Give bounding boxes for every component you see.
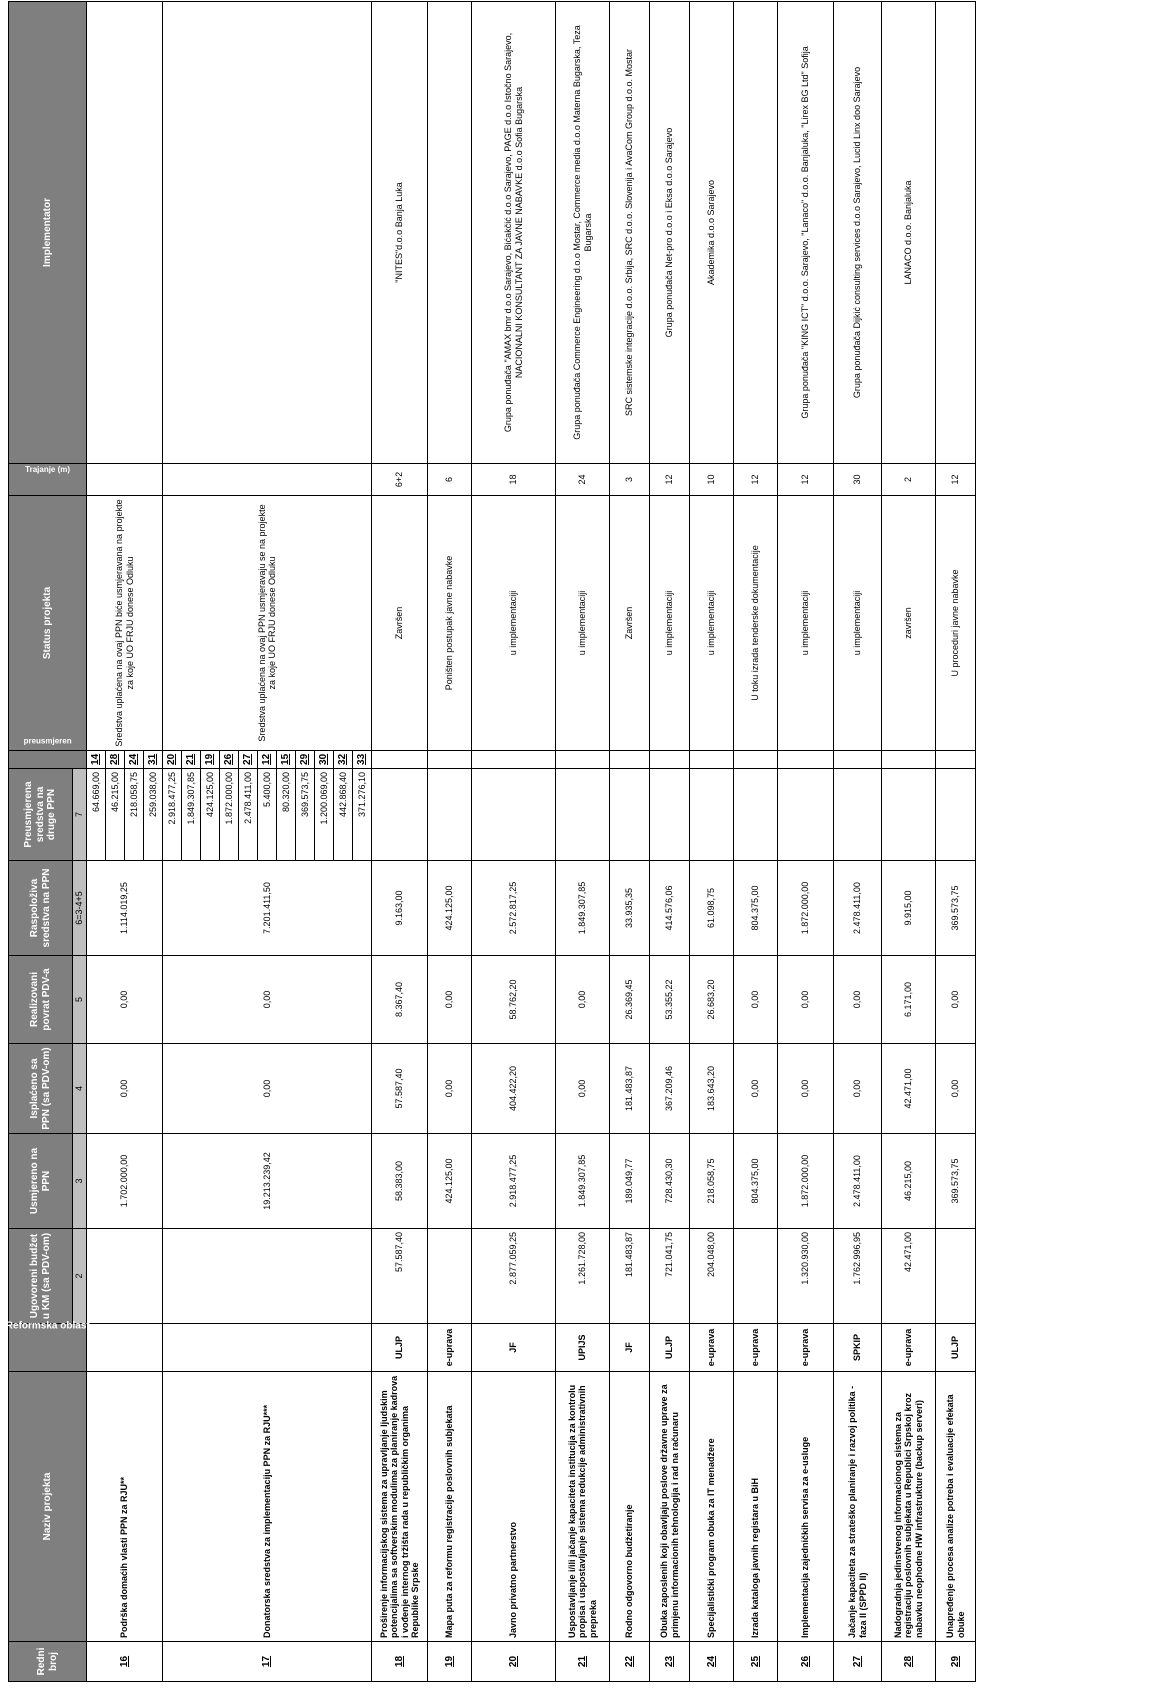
contracted-budget [734,1229,778,1324]
implementer: Grupa ponuđača Dijkić consulting services d.o.o Sarajevo, Lucid Linx doo Sarajevo [834,1,882,463]
reform-area: e-uprava [882,1324,936,1372]
transfer-amount: 259.038,00 [144,768,163,860]
transfer-target [834,750,882,768]
row-number: 16 [87,1642,163,1682]
row-number: 19 [428,1642,472,1682]
paid-amount: 0,00 [428,1044,472,1134]
project-status: Završen [610,495,650,750]
transfer-amount: 5.400,00 [258,768,277,860]
header-budzet: Ugovoreni budžet u KM (sa PDV-om) [9,1229,73,1324]
project-status: u implementaciji [650,495,690,750]
vat-refund: 0,00 [428,956,472,1044]
contracted-budget: 1.762.996,95 [834,1229,882,1324]
directed-amount: 1.849.307,85 [556,1134,610,1229]
contracted-budget: 57.587,40 [372,1229,428,1324]
reform-area: e-uprava [734,1324,778,1372]
directed-amount: 189.049,77 [610,1134,650,1229]
project-name: Mapa puta za reformu registracije poslovnih subjekata [428,1372,472,1642]
project-name: Obuka zaposlenih koji obavljaju poslove državne uprave za primjenu informacionih tehnologija i rad na računaru [650,1372,690,1642]
transfer-target: 21 [182,750,201,768]
available-funds: 1.872.000,00 [778,861,834,956]
reform-area: e-uprava [690,1324,734,1372]
transfer-target [882,750,936,768]
table-row [428,1,472,1681]
row-number: 22 [610,1642,650,1682]
transfer-target: 30 [315,750,334,768]
table-row [882,1,936,1681]
directed-amount: 19.213.239,42 [163,1134,372,1229]
implementer [163,1,372,463]
table-row [163,1,182,1681]
transfer-target [734,750,778,768]
project-table [5,1,976,1682]
col-number-5: 5 [73,956,87,1044]
transfer-amount [734,768,778,860]
implementer: Grupa ponuđača "AMAX bmr d.o.o Sarajevo, Bićakčić d.o.o Sarajevo, PAGE d.o.o Istočno Sarajevo, NACIONALNI KONSULTANT ZA JAVNE NABAVKE d.o.o Sofia Bugarska [472,1,556,463]
reform-area: UPIJS [556,1324,610,1372]
table-row [834,1,882,1681]
paid-amount: 367.209,46 [650,1044,690,1134]
available-funds: 9.915,00 [882,861,936,956]
duration: 10 [690,463,734,495]
duration [87,463,163,495]
table-body [87,1,976,1681]
paid-amount: 183.643,20 [690,1044,734,1134]
table-row [87,1,106,1681]
transfer-amount: 80.320,00 [277,768,296,860]
project-name: Jačanje kapaciteta za strateško planiranje i razvoj politika - faza II (SPPD II) [834,1372,882,1642]
header-preusmjerena: Preusmjerena sredstva na druge PPN [9,768,73,860]
available-funds: 61.098,75 [690,861,734,956]
project-status: u implementaciji [556,495,610,750]
vat-refund: 0,00 [734,956,778,1044]
contracted-budget [87,1229,163,1324]
reform-area: SPKIP [834,1324,882,1372]
implementer: Grupa ponuđača Commerce Engineering d.o.o Mostar, Commerce media d.o.o Materna Bugarska, Teza Bugarska [556,1,610,463]
implementer [734,1,778,463]
directed-amount: 804.375,00 [734,1134,778,1229]
directed-amount: 218.058,75 [690,1134,734,1229]
transfer-target: 31 [144,750,163,768]
project-name: Nadogradnja jedinstvenog informacionog sistema za registraciju poslovnih subjekata u Republici Srpskoj kroz nabavku neophodne HW infrastrukture (backup serveri) [882,1372,936,1642]
col-number-7: 7 [73,768,87,860]
row-number: 27 [834,1642,882,1682]
project-name: Javno privatno partnerstvo [472,1372,556,1642]
transfer-target [472,750,556,768]
row-number: 26 [778,1642,834,1682]
transfer-amount: 2.918.477,25 [163,768,182,860]
vat-refund: 8.367,40 [372,956,428,1044]
project-status: Sredstva uplaćena na ovaj PPN usmjeravaju se na projekte za koje UO FRJU donese Odluku [163,495,372,750]
table-row [778,1,834,1681]
project-name: Specijalistički program obuka za IT menadžere [690,1372,734,1642]
transfer-amount [372,768,428,860]
vat-refund: 0,00 [163,956,372,1044]
row-number: 25 [734,1642,778,1682]
header-raspolozivo: Raspoloživa sredstva na PPN [9,861,73,956]
transfer-target [650,750,690,768]
implementer: SRC sistemske integracije d.o.o. Srbija, SRC d.o.o. Slovenija i AvaCom Group d.o.o. Mostar [610,1,650,463]
header-trajanje: Trajanje (m) [9,463,87,495]
project-status: u implementaciji [690,495,734,750]
reform-area: JF [472,1324,556,1372]
vat-refund: 0,00 [834,956,882,1044]
project-status: U proceduri javne nabavke [936,495,976,750]
directed-amount: 2.478.411,00 [834,1134,882,1229]
transfer-amount [936,768,976,860]
paid-amount: 42.471,00 [882,1044,936,1134]
table-row [936,1,976,1681]
implementer: LANACO d.o.o. Banjaluka [882,1,936,463]
duration: 2 [882,463,936,495]
reform-area: e-uprava [428,1324,472,1372]
transfer-target: 12 [258,750,277,768]
available-funds: 9.163,00 [372,861,428,956]
contracted-budget [163,1229,372,1324]
transfer-amount [610,768,650,860]
col-number-3: 3 [73,1134,87,1229]
duration: 12 [778,463,834,495]
transfer-target [372,750,428,768]
directed-amount: 46.215,00 [882,1134,936,1229]
transfer-target: 26 [220,750,239,768]
vat-refund: 58.762,20 [472,956,556,1044]
vat-refund: 26.683,20 [690,956,734,1044]
transfer-amount: 442.868,40 [334,768,353,860]
header-implementator: Implementator [9,1,87,463]
available-funds: 414.576,06 [650,861,690,956]
reform-area: ULJP [650,1324,690,1372]
header-preusmjeren: preusmjeren [9,750,87,768]
transfer-target [556,750,610,768]
transfer-amount: 46.215,00 [106,768,125,860]
transfer-target [610,750,650,768]
transfer-target: 27 [239,750,258,768]
project-status: U toku izrada tenderske dokumentacije [734,495,778,750]
project-status: u implementaciji [778,495,834,750]
paid-amount: 0,00 [936,1044,976,1134]
project-status: Završen [372,495,428,750]
paid-amount: 0,00 [778,1044,834,1134]
available-funds: 1.114.019,25 [87,861,163,956]
project-name: Rodno odgovorno budžetiranje [610,1372,650,1642]
header-row [9,1,73,1681]
project-name: Podrška domaćih vlasti PPN za RJU** [87,1372,163,1642]
row-number: 29 [936,1642,976,1682]
reform-area [163,1324,372,1372]
transfer-amount [778,768,834,860]
header-oblast: Reformska oblast [9,1324,87,1372]
table-row [556,1,610,1681]
row-number: 17 [163,1642,372,1682]
duration: 18 [472,463,556,495]
transfer-amount [882,768,936,860]
paid-amount: 0,00 [87,1044,163,1134]
available-funds: 804.375,00 [734,861,778,956]
project-status: Sredstva uplaćena na ovaj PPN biće usmjeravana na projekte za koje UO FRJU donese Odluku [87,495,163,750]
duration: 6+2 [372,463,428,495]
duration: 24 [556,463,610,495]
paid-amount: 0,00 [556,1044,610,1134]
paid-amount: 0,00 [834,1044,882,1134]
header-redni-broj: Redni broj [9,1642,87,1682]
project-name: Proširenje informacijskog sistema za upravljanje ljudskim potencijalima sa softverskim modulima za planiranje kadrova i vođenje internog tržišta rada u republičkim organima Republike Srpske [372,1372,428,1642]
available-funds: 2.572.817,25 [472,861,556,956]
table-row [372,1,428,1681]
transfer-target: 20 [163,750,182,768]
transfer-target [778,750,834,768]
transfer-target: 24 [125,750,144,768]
col-number-2: 2 [73,1229,87,1324]
project-status: Poništen postupak javne nabavke [428,495,472,750]
duration: 30 [834,463,882,495]
transfer-target: 33 [353,750,372,768]
vat-refund: 0,00 [87,956,163,1044]
available-funds: 424.125,00 [428,861,472,956]
transfer-amount: 371.276,10 [353,768,372,860]
duration: 6 [428,463,472,495]
reform-area: JF [610,1324,650,1372]
header-usmjereno: Usmjereno na PPN [9,1134,73,1229]
transfer-amount: 2.478.411,00 [239,768,258,860]
implementer: Akademika d.o.o Sarajevo [690,1,734,463]
col-number-4: 4 [73,1044,87,1134]
available-funds: 7.201.411,50 [163,861,372,956]
directed-amount: 2.918.477,25 [472,1134,556,1229]
transfer-amount: 1.200.069,00 [315,768,334,860]
directed-amount: 1.702.000,00 [87,1134,163,1229]
reform-area [87,1324,163,1372]
row-number: 20 [472,1642,556,1682]
table-row [610,1,650,1681]
transfer-target: 29 [296,750,315,768]
transfer-target: 28 [106,750,125,768]
transfer-amount: 424.125,00 [201,768,220,860]
duration: 3 [610,463,650,495]
project-status: u implementaciji [834,495,882,750]
directed-amount: 58.383,00 [372,1134,428,1229]
transfer-target: 15 [277,750,296,768]
vat-refund: 26.369,45 [610,956,650,1044]
transfer-amount [472,768,556,860]
transfer-amount: 64.669,00 [87,768,106,860]
header-povrat: Realizovani povrat PDV-a [9,956,73,1044]
paid-amount: 181.483,87 [610,1044,650,1134]
implementer [428,1,472,463]
project-name: Implementacija zajedničkih servisa za e-usluge [778,1372,834,1642]
project-status: u implementaciji [472,495,556,750]
contracted-budget: 721.041,75 [650,1229,690,1324]
implementer: Grupa ponuđača Net-pro d.o.o i Eksa d.o.o Sarajevo [650,1,690,463]
col-number-6: 6=3-4+5 [73,861,87,956]
duration [163,463,372,495]
implementer [936,1,976,463]
implementer [87,1,163,463]
directed-amount: 369.573,75 [936,1134,976,1229]
transfer-amount [650,768,690,860]
vat-refund: 6.171,00 [882,956,936,1044]
contracted-budget: 181.483,87 [610,1229,650,1324]
reform-area: e-uprava [778,1324,834,1372]
project-name: Unapređenje procesa analize potreba i evaluacije efekata obuke [936,1372,976,1642]
row-number: 24 [690,1642,734,1682]
paid-amount: 404.422,20 [472,1044,556,1134]
transfer-target: 19 [201,750,220,768]
available-funds: 1.849.307,85 [556,861,610,956]
transfer-amount [428,768,472,860]
table-row [472,1,556,1681]
project-name: Donatorska sredstva za implementaciju PPN za RJU*** [163,1372,372,1642]
transfer-amount: 1.872.000,00 [220,768,239,860]
row-number: 21 [556,1642,610,1682]
table-row [734,1,778,1681]
contracted-budget [936,1229,976,1324]
transfer-amount: 369.573,75 [296,768,315,860]
reform-area: ULJP [936,1324,976,1372]
header-naziv: Naziv projekta [9,1372,87,1642]
directed-amount: 728.430,30 [650,1134,690,1229]
row-number: 23 [650,1642,690,1682]
contracted-budget: 1.320.930,00 [778,1229,834,1324]
available-funds: 369.573,75 [936,861,976,956]
vat-refund: 0,00 [556,956,610,1044]
available-funds: 33.935,35 [610,861,650,956]
contracted-budget: 204.048,00 [690,1229,734,1324]
transfer-target [690,750,734,768]
transfer-target [428,750,472,768]
transfer-target [936,750,976,768]
row-number: 28 [882,1642,936,1682]
contracted-budget: 1.261.728,00 [556,1229,610,1324]
implementer: Grupa ponuđača "KING ICT" d.o.o. Sarajevo, "Lanaco" d.o.o. Banjaluka, "Lirex BG Ltd" Sofija [778,1,834,463]
reform-area: ULJP [372,1324,428,1372]
transfer-amount [834,768,882,860]
available-funds: 2.478.411,00 [834,861,882,956]
vat-refund: 53.355,22 [650,956,690,1044]
vat-refund: 0,00 [936,956,976,1044]
header-status: Status projekta [9,495,87,750]
directed-amount: 424.125,00 [428,1134,472,1229]
table-row [650,1,690,1681]
transfer-target: 14 [87,750,106,768]
row-number: 18 [372,1642,428,1682]
table-row [690,1,734,1681]
transfer-amount: 218.058,75 [125,768,144,860]
directed-amount: 1.872.000,00 [778,1134,834,1229]
transfer-target: 32 [334,750,353,768]
implementer: "NITES"d.o.o Banja Luka [372,1,428,463]
duration: 12 [650,463,690,495]
contracted-budget [428,1229,472,1324]
paid-amount: 0,00 [734,1044,778,1134]
transfer-amount [556,768,610,860]
paid-amount: 57.587,40 [372,1044,428,1134]
contracted-budget: 2.877.059,25 [472,1229,556,1324]
paid-amount: 0,00 [163,1044,372,1134]
transfer-amount: 1.849.307,85 [182,768,201,860]
transfer-amount [690,768,734,860]
vat-refund: 0,00 [778,956,834,1044]
project-status: završen [882,495,936,750]
project-name: Izrada kataloga javnih registara u BiH [734,1372,778,1642]
project-name: Uspostavljanje i/ili jačanje kapaciteta institucija za kontrolu propisa i uspostavljanje sistema redukcije administrativnih prepreka [556,1372,610,1642]
duration: 12 [936,463,976,495]
duration: 12 [734,463,778,495]
contracted-budget: 42.471,00 [882,1229,936,1324]
header-isplaceno: Isplaćeno sa PPN (sa PDV-om) [9,1044,73,1134]
